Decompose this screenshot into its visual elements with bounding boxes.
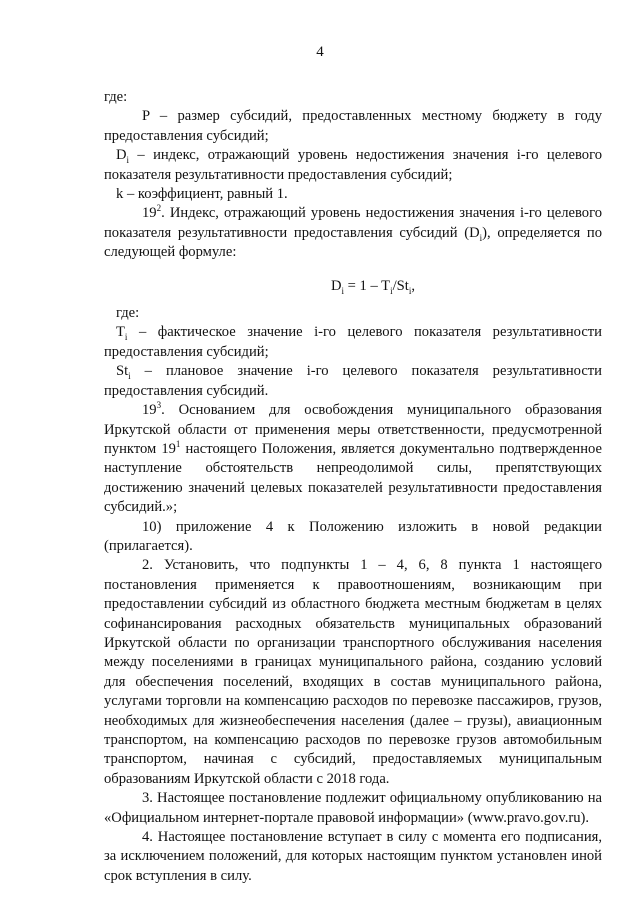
where-label-2: где:: [116, 305, 140, 322]
where-label-1: где:: [104, 89, 128, 105]
paragraph-19-2: $19^2$. Индекс, отражающий уровень недостижения значения i-го целевого показателя результативности предоставления субсидий $(D_i)$, определяется по следующей формуле:: [104, 203, 602, 261]
definition-ti: $T_i$ – фактическое значение i-го целевого показателя результативности предоставления субсидий;: [104, 324, 602, 360]
definition-sti: $St_i$ – плановое значение i-го целевого показателя результативности предоставления субсидий.: [104, 363, 602, 399]
item-2: 2. Установить, что подпункты 1 – 4, 6, 8 пункта 1 настоящего постановления применяется к правоотношениям, возникающим при предоставлении субсидий из областного бюджета местным бюджетам в целях софинансирования расходных обязательств муниципальных образований Иркутской области по организации транспортного обслуживания населения между поселениями в границах муниципального района, созданию условий для обеспечения поселений, входящих в состав муниципального района, услугами торговли на компенсацию расходов по перевозке пассажиров, грузов, необходимых для жизнеобеспечения населения (далее – грузы), авиационным транспортом, на компенсацию расходов по перевозке грузов автомобильным транспортом, начиная с субсидий, предоставляемых муниципальным образованиям Иркутской области с 2018 года.: [104, 557, 602, 787]
item-3: 3. Настоящее постановление подлежит официальному опубликованию на «Официальном интернет-портале правовой информации» (www.pravo.gov.ru).: [104, 790, 602, 826]
definition-p: P – размер субсидий, предоставленных местному бюджету в году предоставления субсидий;: [104, 108, 602, 144]
document-body: [104, 88, 602, 886]
item-4: 4. Настоящее постановление вступает в силу с момента его подписания, за исключением положений, для которых настоящим пунктом установлен иной срок вступления в силу.: [104, 829, 602, 884]
definition-k: k – коэффициент, равный 1.: [116, 186, 288, 203]
page-number: 4: [316, 44, 324, 60]
definition-di: $D_i$ – индекс, отражающий уровень недостижения значения i-го целевого показателя результативности предоставления субсидий;: [104, 147, 602, 183]
item-10: 10) приложение 4 к Положению изложить в новой редакции (прилагается).: [104, 518, 602, 554]
formula: $D_i = 1 - T_i/St_i$,: [330, 277, 416, 296]
paragraph-19-3: $19^3$. Основанием для освобождения муниципального образования Иркутской области от применения меры ответственности, предусмотренной пунктом $19^1$ настоящего Положения, является документально подтвержденное наступление обстоятельств непреодолимой силы, препятствующих достижению значений целевых показателей результативности предоставления субсидий.»;: [104, 400, 602, 516]
